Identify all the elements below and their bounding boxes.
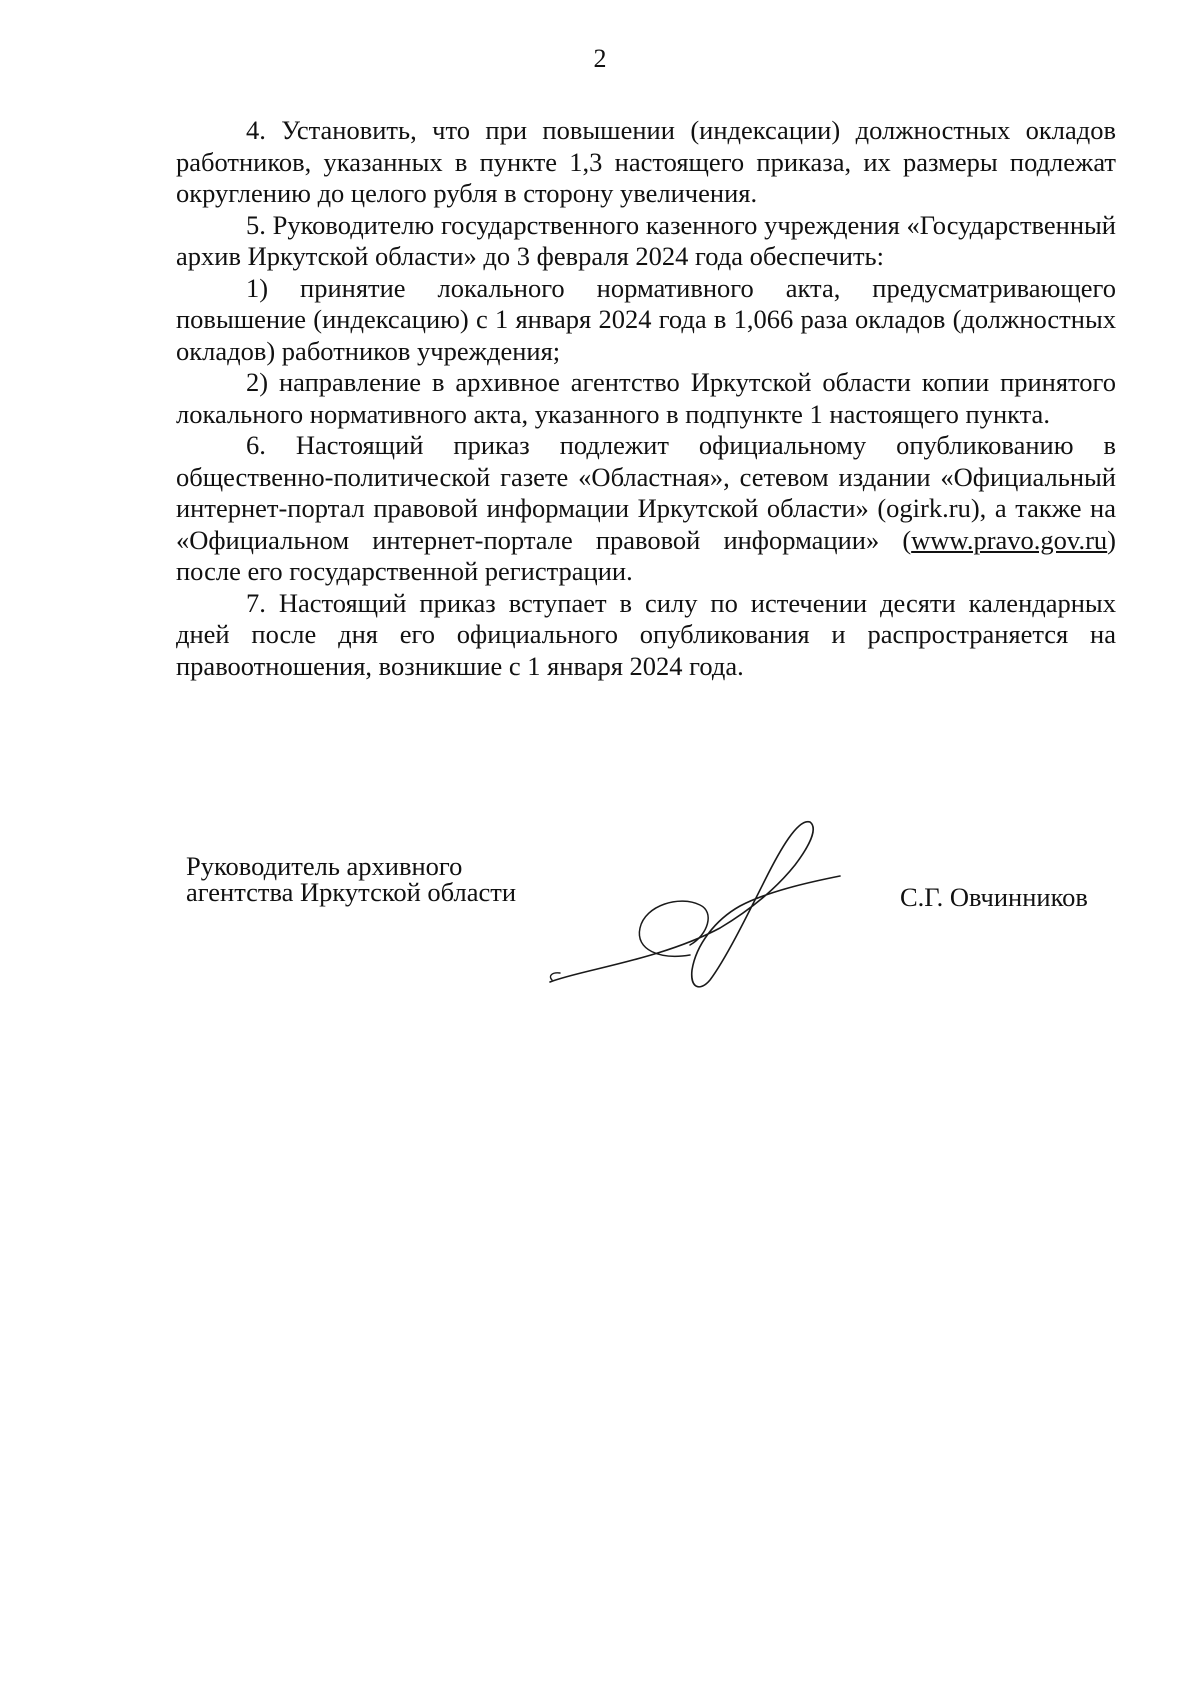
paragraph-4: 4. Установить, что при повышении (индексации) должностных окладов работников, указанных в пункте 1,3 настоящего приказа, их размеры подлежат округлению до целого рубля в сторону увеличения. (176, 115, 1116, 208)
paragraph-5-item-2: 2) направление в архивное агентство Иркутской области копии принятого локального нормативного акта, указанного в подпункте 1 настоящего пункта. (176, 367, 1116, 429)
signer-position-line-2: агентства Иркутской области (186, 877, 516, 907)
signer-position-line-1: Руководитель архивного (186, 851, 463, 881)
handwritten-signature (540, 810, 860, 990)
pravo-gov-link[interactable]: www.pravo.gov.ru (911, 524, 1108, 555)
page-number: 2 (593, 44, 607, 73)
paragraph-6-text-before: 6. Настоящий приказ подлежит официальному опубликованию в общественно-политической газете «Областная», сетевом издании «Официальный интернет-портал правовой информации Иркутской области» (ogirk.ru), а также на «Официальном интернет-портале правовой информации» ( (176, 430, 1116, 555)
signature-stroke-main (550, 822, 840, 987)
paragraph-6 (176, 430, 1116, 588)
paragraph-5-item-1: 1) принятие локального нормативного акта, предусматривающего повышение (индексацию) с 1 января 2024 года в 1,066 раза окладов (должностных окладов) работников учреждения; (176, 272, 1116, 366)
document-body (176, 115, 1116, 682)
paragraph-7: 7. Настоящий приказ вступает в силу по истечении десяти календарных дней после дня его официального опубликования и распространяется на правоотношения, возникшие с 1 января 2024 года. (176, 587, 1116, 681)
paragraph-6-text-after: ) после его государственной регистрации. (176, 524, 1116, 586)
signer-name: С.Г. Овчинников (900, 882, 1088, 912)
paragraph-5: 5. Руководителю государственного казенного учреждения «Государственный архив Иркутской области» до 3 февраля 2024 года обеспечить: (176, 209, 1116, 271)
signer-position (186, 853, 516, 905)
